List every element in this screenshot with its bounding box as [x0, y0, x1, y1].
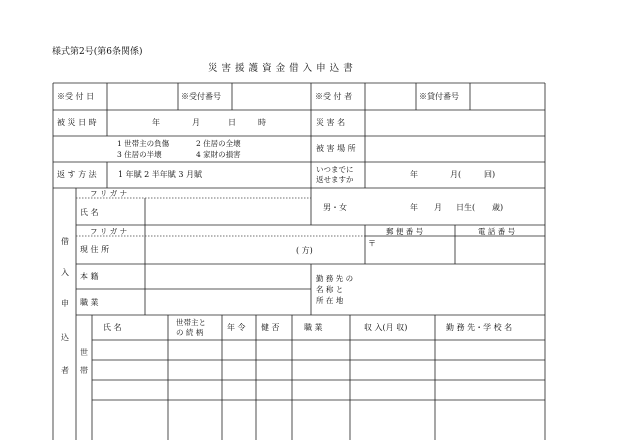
- damage-option-injury[interactable]: 1 世帯主の負傷: [117, 139, 170, 148]
- damage-option-half-loss[interactable]: 3 住居の半壊: [117, 150, 162, 159]
- postal-code-input[interactable]: [376, 237, 454, 263]
- date-month-unit: 月: [192, 118, 200, 127]
- damage-place-label: 被 害 場 所: [316, 144, 356, 153]
- until-year-unit: 年: [410, 170, 418, 179]
- household-table-row[interactable]: [93, 361, 545, 379]
- birthdate-input[interactable]: [366, 196, 544, 216]
- household-col-relation-2: の 続 柄: [176, 328, 204, 337]
- receiver-label: ※受 付 者: [315, 92, 353, 101]
- furigana-label-name: フ リ ガ ナ: [90, 189, 128, 198]
- date-year-unit: 年: [152, 118, 160, 127]
- applicant-side-label-3: 申: [61, 299, 69, 308]
- address-label: 現 住 所: [80, 245, 110, 254]
- household-col-relation-1: 世帯主と: [176, 318, 206, 327]
- birth-year-unit: 年: [410, 203, 418, 212]
- loan-number-label: ※貸付番号: [419, 92, 459, 101]
- phone-label: 電 話 番 号: [478, 227, 516, 236]
- damage-option-total-loss[interactable]: 2 住居の全壊: [196, 139, 241, 148]
- phone-input[interactable]: [456, 237, 544, 263]
- household-col-health: 健 否: [261, 323, 280, 332]
- repayment-method-options[interactable]: 1 年賦 2 半年賦 3 月賦: [118, 170, 202, 179]
- occupation-label: 職 業: [80, 298, 99, 307]
- applicant-side-label-5: 者: [61, 366, 69, 375]
- until-count-unit: 回): [484, 170, 496, 179]
- repayment-method-label: 返 す 方 法: [57, 170, 97, 179]
- postal-mark: 〒: [368, 239, 376, 248]
- date-hour-unit: 時: [258, 118, 266, 127]
- workplace-input[interactable]: [366, 265, 544, 314]
- repayment-until-label-1: いつまでに: [316, 165, 354, 174]
- household-side-label-1: 世: [80, 348, 88, 357]
- applicant-side-label-4: 込: [61, 333, 69, 342]
- receiver-input[interactable]: [366, 84, 415, 109]
- loan-number-input[interactable]: [471, 84, 544, 109]
- domicile-label: 本 籍: [80, 272, 99, 281]
- address-suffix: ( 方): [296, 246, 313, 255]
- birth-age-unit: 歳): [492, 203, 504, 212]
- domicile-input[interactable]: [146, 265, 310, 288]
- household-table-row[interactable]: [93, 341, 545, 359]
- receipt-number-label: ※受付番号: [181, 92, 221, 101]
- form-number: 様式第2号(第6条関係): [52, 47, 143, 57]
- address-furigana-input[interactable]: [146, 227, 364, 235]
- disaster-name-label: 災 害 名: [316, 118, 346, 127]
- receipt-number-input[interactable]: [233, 84, 310, 109]
- received-date-input[interactable]: [108, 84, 177, 109]
- repayment-until-label-2: 返せますか: [316, 175, 354, 184]
- occupation-input[interactable]: [146, 290, 310, 314]
- applicant-side-label-2: 入: [61, 268, 69, 277]
- date-day-unit: 日: [228, 118, 236, 127]
- disaster-date-label: 被 災 日 時: [57, 118, 97, 127]
- received-date-label: ※受 付 日: [57, 92, 95, 101]
- birth-month-unit: 月: [434, 203, 442, 212]
- workplace-label-1: 勤 務 先 の: [316, 274, 354, 283]
- household-table-row[interactable]: [93, 401, 545, 419]
- workplace-label-2: 名 称 と: [316, 285, 344, 294]
- household-col-workplace: 勤 務 先・学 校 名: [446, 323, 513, 332]
- postal-code-label: 郵 便 番 号: [386, 227, 424, 236]
- household-col-name: 氏 名: [103, 323, 122, 332]
- name-input[interactable]: [146, 199, 310, 224]
- name-label: 氏 名: [80, 208, 99, 217]
- damage-place-input[interactable]: [366, 137, 544, 161]
- repayment-until-input[interactable]: [366, 163, 544, 187]
- applicant-side-label-1: 借: [61, 237, 69, 246]
- household-col-income: 収 入(月 収): [364, 323, 408, 332]
- household-table-row[interactable]: [93, 381, 545, 399]
- disaster-name-input[interactable]: [366, 111, 544, 135]
- household-side-label-2: 帯: [80, 366, 88, 375]
- form-title: 災 害 援 護 資 金 借 入 申 込 書: [208, 63, 354, 74]
- until-month-unit: 月(: [450, 170, 462, 179]
- household-col-age: 年 令: [227, 323, 246, 332]
- furigana-label-address: フ リ ガ ナ: [90, 227, 128, 236]
- household-col-occupation: 職 業: [304, 323, 323, 332]
- workplace-label-3: 所 在 地: [316, 296, 344, 305]
- name-furigana-input[interactable]: [146, 189, 310, 197]
- disaster-date-input[interactable]: [108, 111, 310, 135]
- gender-select[interactable]: 男・女: [323, 203, 347, 212]
- address-input[interactable]: [146, 237, 364, 263]
- damage-option-household-goods[interactable]: 4 家財の損害: [196, 150, 241, 159]
- birth-day-unit: 日生(: [456, 203, 476, 212]
